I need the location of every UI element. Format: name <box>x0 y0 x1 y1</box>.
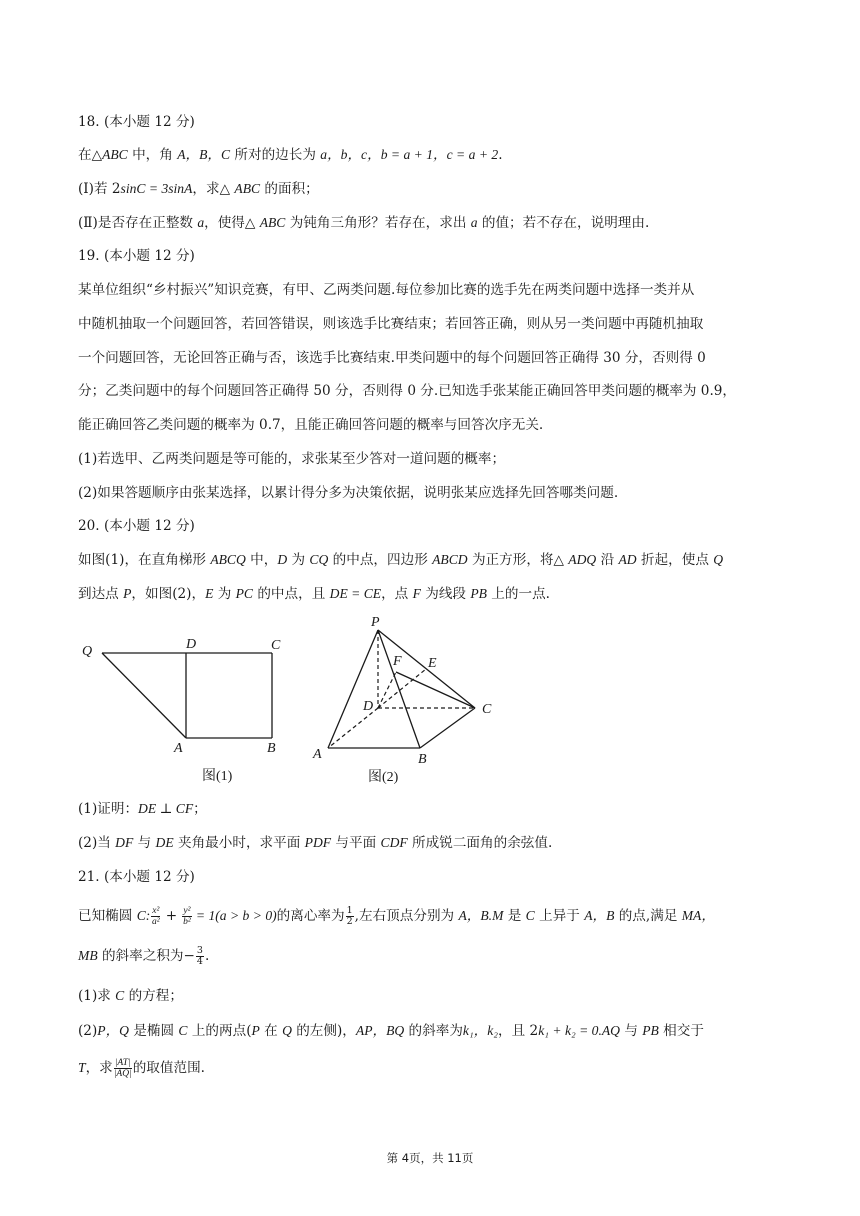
fig2-edge-BC <box>420 708 475 748</box>
q20-part1: (1)证明：DE ⊥ CF； <box>78 801 207 817</box>
fig2-edge-FC <box>396 672 475 708</box>
fraction-one-half: $\frac{1}{2}$ <box>346 905 353 927</box>
q21-line1: 已知椭圆 C: $\frac{\text{x²}}{\text{a²}}$ + $\frac{\text{y²}}{\text{b²}}$ = 1(a > b > 0)的离心率为 $\frac{1}{2}$ ,左右顶点分别为 A，B.M 是 C 上异于 A，B 的点,满足 MA， <box>78 905 715 927</box>
q20-line2: 到达点 P，如图(2)，E 为 PC 的中点，且 DE = CE，点 F 为线段 PB 上的一点. <box>78 586 550 602</box>
fig2-edge-PA <box>328 630 378 748</box>
q21-header: 21. (本小题 12 分) <box>78 869 195 885</box>
fig2-edge-DF <box>378 672 396 708</box>
q19-header: 19. (本小题 12 分) <box>78 248 195 264</box>
q21-part1: (1)求 C 的方程； <box>78 988 183 1004</box>
figure-2 <box>305 610 515 790</box>
fraction-x2-a2: $\frac{\text{x²}}{\text{a²}}$ <box>152 906 160 927</box>
page-footer: 第 4页，共 11页 <box>386 1151 474 1165</box>
q19-line1: 某单位组织“乡村振兴”知识竞赛，有甲、乙两类问题.每位参加比赛的选手先在两类问题中选择一类并从 <box>78 282 695 298</box>
fig1-edge-QA <box>102 653 186 738</box>
fig1-label-D: D <box>186 637 197 652</box>
fig2-label-E: E <box>428 656 437 671</box>
fig1-caption: 图(1) <box>202 769 233 784</box>
q20-line1: 如图(1)，在直角梯形 ABCQ 中，D 为 CQ 的中点，四边形 ABCD 为正方形，将△ ADQ 沿 AD 折起，使点 Q <box>78 552 724 568</box>
q21-line2: MB 的斜率之积为− $\frac{3}{4}$ . <box>78 945 210 967</box>
fig2-label-D: D <box>363 699 374 714</box>
q18-stem: 在△ABC 中，角 A，B，C 所对的边长为 a，b，c，b = a + 1，c = a + 2. <box>78 147 503 163</box>
q19-line5: 能正确回答乙类问题的概率为 0.7，且能正确回答问题的概率与回答次序无关. <box>78 417 544 433</box>
q19-part1: (1)若选甲、乙两类问题是等可能的，求张某至少答对一道问题的概率； <box>78 451 506 467</box>
fig2-label-C: C <box>482 702 492 717</box>
q21-part2-cont: T，求 $\frac{|AT|}{|AQ|}$ 的取值范围. <box>78 1058 206 1079</box>
q20-header: 20. (本小题 12 分) <box>78 518 195 534</box>
fraction-y2-b2: $\frac{\text{y²}}{\text{b²}}$ <box>183 906 191 927</box>
q19-line3: 一个问题回答，无论回答正确与否，该选手比赛结束.甲类问题中的每个问题回答正确得 30 分，否则得 0 <box>78 350 706 366</box>
fig1-label-C: C <box>271 638 281 653</box>
q19-line4: 分；乙类问题中的每个问题回答正确得 50 分，否则得 0 分.已知选手张某能正确回答甲类问题的概率为 0.9， <box>78 383 737 399</box>
fig2-label-A: A <box>313 747 322 762</box>
q18-header: 18. (本小题 12 分) <box>78 114 195 130</box>
fig1-label-A: A <box>174 741 183 756</box>
fig1-label-B: B <box>267 741 276 756</box>
fig2-edge-DA <box>328 708 378 748</box>
fraction-at-aq: $\frac{|AT|}{|AQ|}$ <box>113 1058 132 1079</box>
fraction-three-quarters: $\frac{3}{4}$ <box>196 945 203 967</box>
q20-part2: (2)当 DF 与 DE 夹角最小时，求平面 PDF 与平面 CDF 所成锐二面角的余弦值. <box>78 835 553 851</box>
q21-part2: (2)P，Q 是椭圆 C 上的两点(P 在 Q 的左侧)，AP，BQ 的斜率为k₁，k₂，且 2k₁ + k₂ = 0.AQ 与 PB 相交于 <box>78 1023 704 1039</box>
fig2-label-P: P <box>371 615 380 630</box>
q19-line2: 中随机抽取一个问题回答，若回答错误，则该选手比赛结束；若回答正确，则从另一类问题中再随机抽取 <box>78 316 704 332</box>
fig2-caption: 图(2) <box>368 770 399 785</box>
fig1-label-Q: Q <box>82 644 93 659</box>
fig2-label-B: B <box>418 752 427 767</box>
q18-part1: (Ⅰ)若 2sinC = 3sinA，求△ ABC 的面积； <box>78 181 319 197</box>
figure-1 <box>78 628 298 788</box>
q18-part2: (Ⅱ)是否存在正整数 a，使得△ ABC 为钝角三角形？若存在，求出 a 的值；若不存在，说明理由. <box>78 215 650 231</box>
q19-part2: (2)如果答题顺序由张某选择，以累计得分多为决策依据，说明张某应选择先回答哪类问题. <box>78 485 619 501</box>
fig2-label-F: F <box>393 654 402 669</box>
